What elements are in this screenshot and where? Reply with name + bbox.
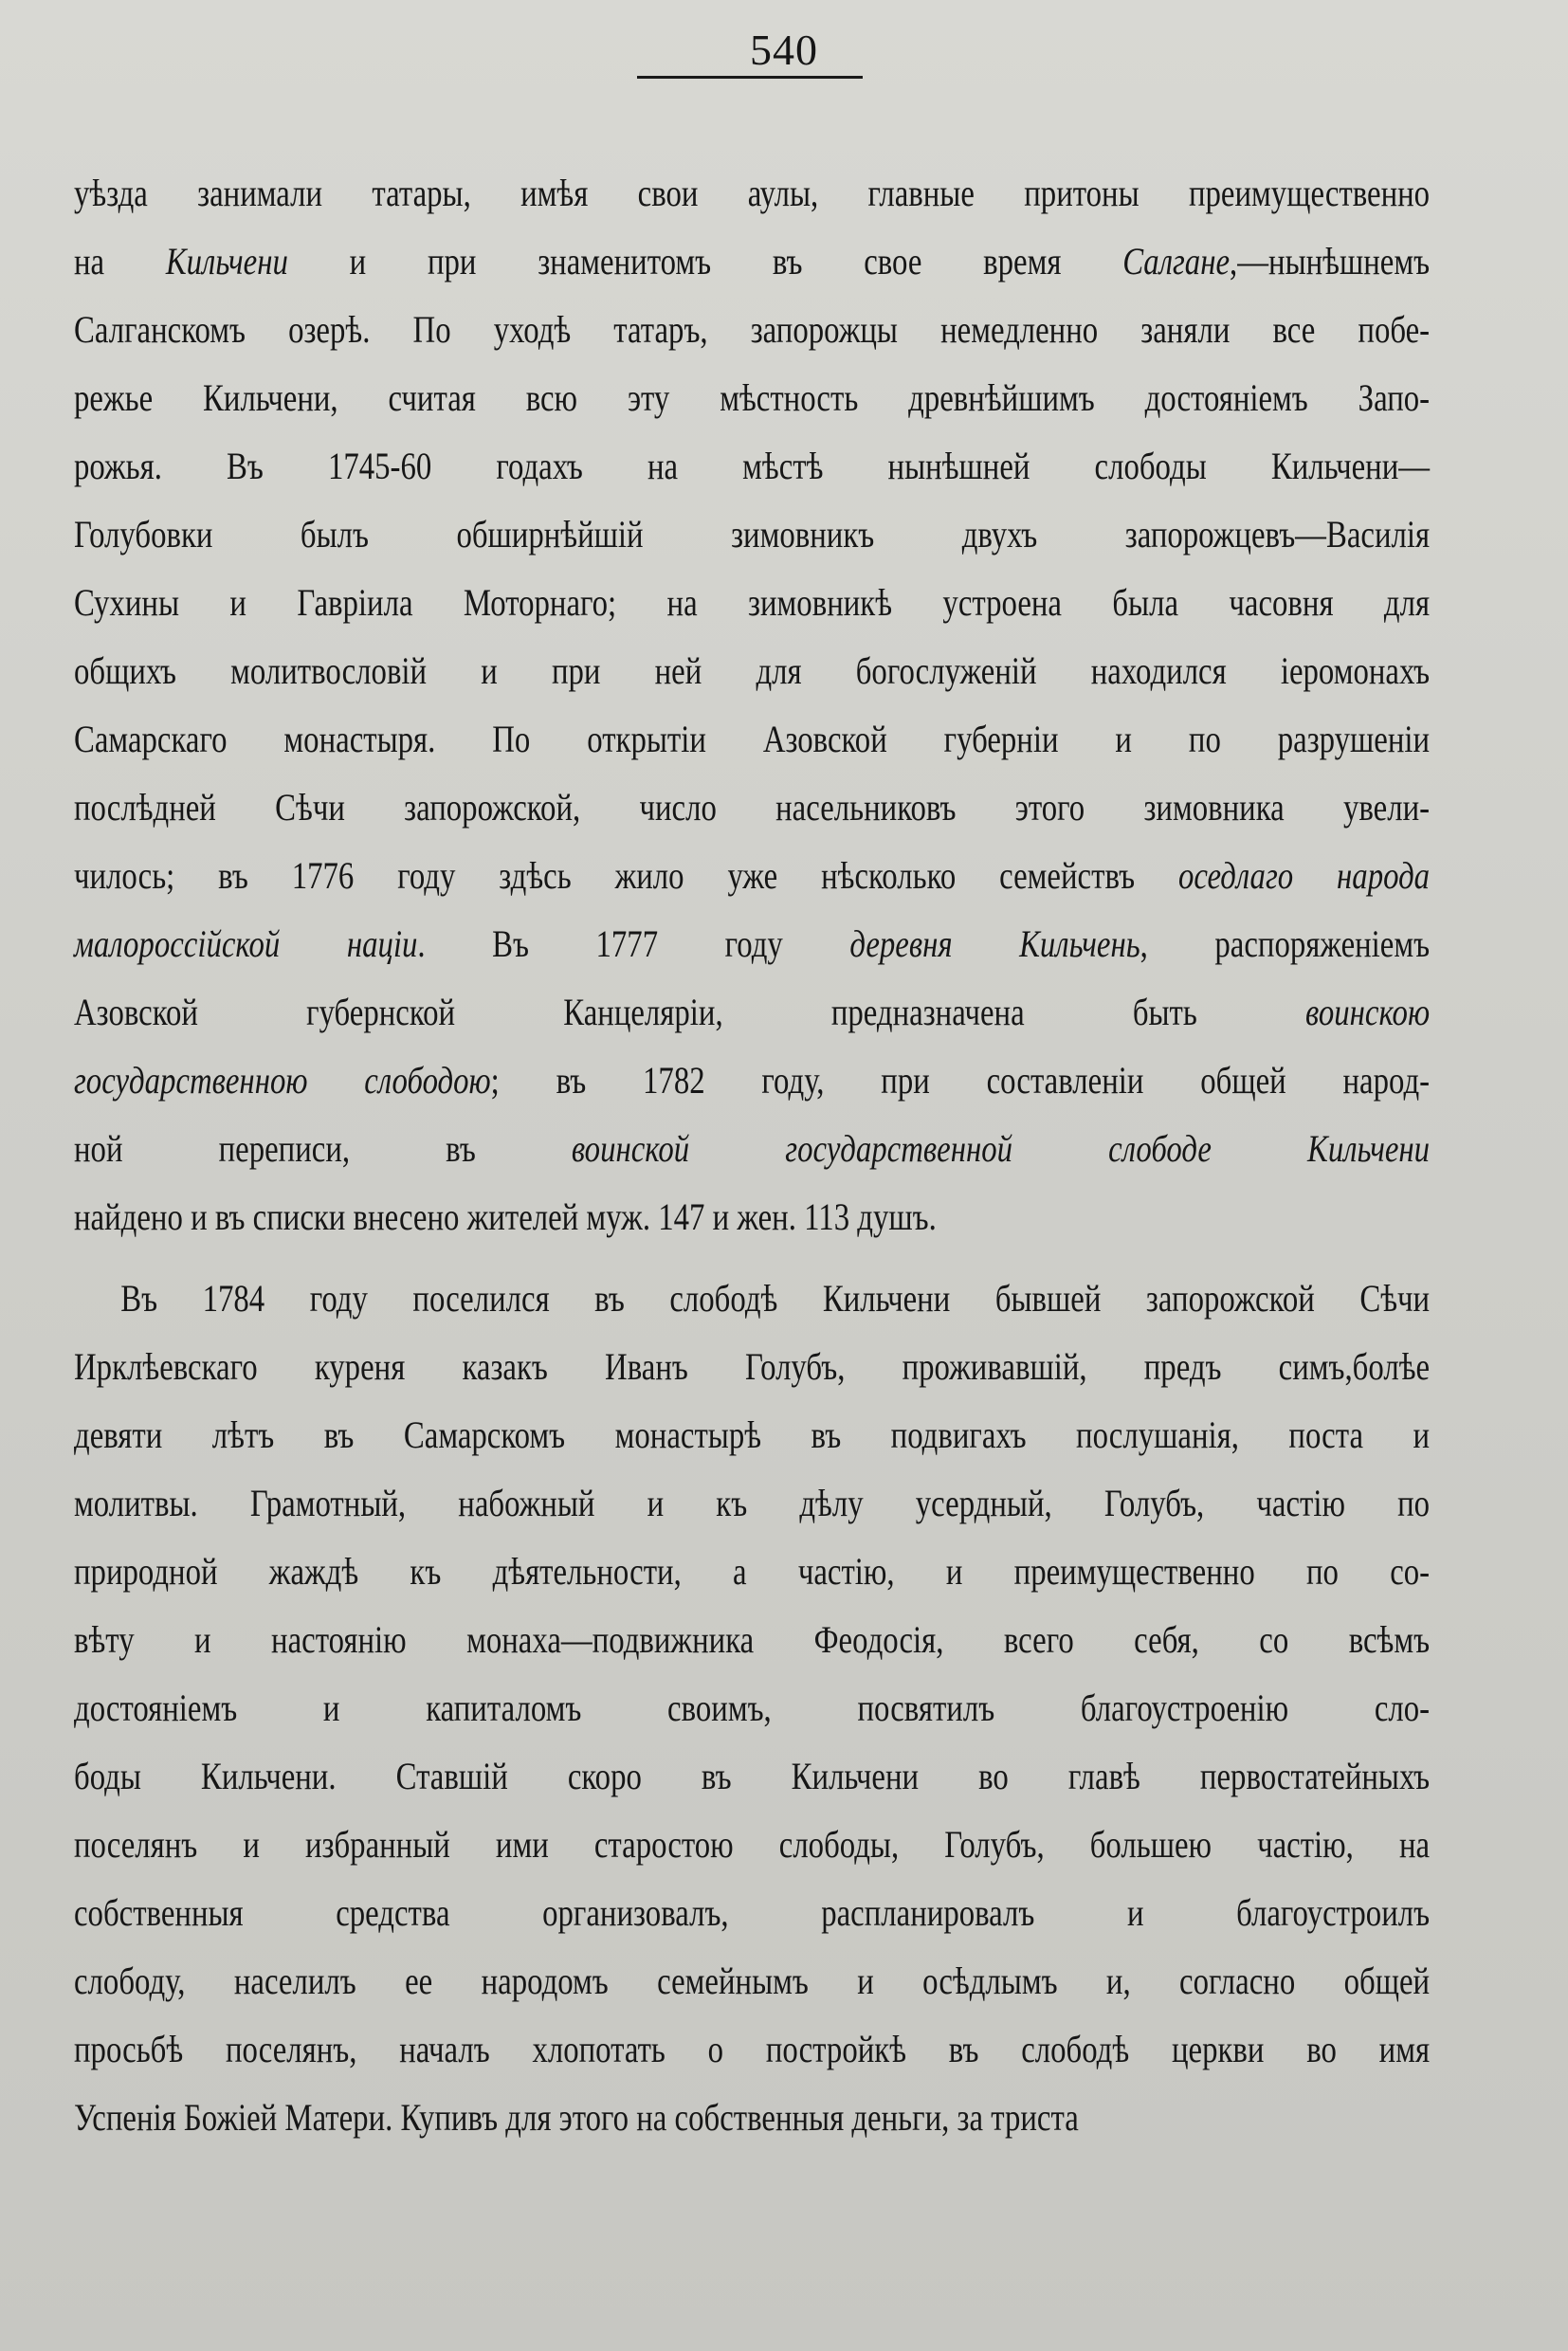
text-line — [74, 2084, 1430, 2152]
text-line — [74, 2015, 1430, 2084]
text-line — [74, 1047, 1430, 1115]
text-segment: уѣзда занимали татары, имѣя свои аулы, главные притоны преимущественно — [74, 172, 1431, 214]
text-line — [74, 705, 1430, 774]
text-line — [74, 978, 1430, 1047]
text-line — [74, 159, 1430, 228]
text-segment: ,—нынѣшнемъ — [1230, 240, 1431, 282]
paragraph-1 — [74, 159, 1430, 1251]
text-segment: достояніемъ и капиталомъ своимъ, посвятилъ благоустроенію сло- — [74, 1686, 1431, 1729]
page-number: 540 — [750, 26, 818, 74]
text-segment: найдено и въ списки внесено жителей муж. 147 и жен. 113 душъ. — [74, 1195, 937, 1238]
italic-text: Кильчени — [165, 240, 288, 282]
text-segment: общихъ молитвословій и при ней для богослуженій находился іеромонахъ — [74, 649, 1431, 692]
italic-text: государственною слободою — [74, 1059, 491, 1102]
italic-text: воинской государственной слободе Кильчени — [571, 1127, 1431, 1170]
text-segment: природной жаждѣ къ дѣятельности, а частію, и преимущественно по со- — [74, 1550, 1431, 1593]
text-segment: девяти лѣтъ въ Самарскомъ монастырѣ въ подвигахъ послушанія, поста и — [74, 1413, 1431, 1456]
text-segment: молитвы. Грамотный, набожный и къ дѣлу усердный, Голубъ, частію по — [74, 1482, 1431, 1524]
text-line — [74, 364, 1430, 432]
text-segment: чилось; въ 1776 году здѣсь жило уже нѣсколько семействъ — [74, 854, 1178, 897]
italic-text: малороссійской націи — [74, 922, 418, 965]
text-segment: Ирклѣевскаго куреня казакъ Иванъ Голубъ, проживавшій, предъ симъ,болѣе — [74, 1345, 1431, 1388]
text-line — [74, 228, 1430, 296]
text-line — [74, 1742, 1430, 1811]
text-segment: на — [74, 240, 166, 282]
text-segment: собственныя средства организовалъ, распланировалъ и благоустроилъ — [74, 1891, 1431, 1934]
text-segment: Сухины и Гавріила Моторнаго; на зимовникѣ устроена была часовня для — [74, 581, 1431, 624]
text-segment: вѣту и настоянію монаха—подвижника Феодосія, всего себя, со всѣмъ — [74, 1618, 1431, 1661]
text-segment: ной переписи, въ — [74, 1127, 572, 1170]
text-segment: боды Кильчени. Ставшій скоро въ Кильчени во главѣ первостатейныхъ — [74, 1755, 1431, 1797]
text-segment: просьбѣ поселянъ, началъ хлопотать о постройкѣ въ слободѣ церкви во имя — [74, 2028, 1431, 2070]
text-line — [74, 1115, 1430, 1183]
text-segment: Голубовки былъ обширнѣйшій зимовникъ двухъ запорожцевъ—Василія — [74, 513, 1431, 556]
text-segment: рожья. Въ 1745-60 годахъ на мѣстѣ нынѣшней слободы Кильчени— — [74, 445, 1431, 487]
italic-text: деревня Кильчень — [849, 922, 1140, 965]
text-line — [74, 569, 1430, 637]
text-line — [74, 1606, 1430, 1674]
italic-text: Салганe — [1122, 240, 1231, 282]
text-segment: и при знаменитомъ въ свое время — [287, 240, 1123, 282]
text-line — [74, 1811, 1430, 1879]
text-line — [74, 842, 1430, 910]
text-segment: Успенія Божіей Матери. Купивъ для этого на собственныя деньги, за триста — [74, 2096, 1079, 2139]
text-line — [74, 1469, 1430, 1538]
text-segment: , распоряженіемъ — [1140, 922, 1431, 965]
paragraph-gap — [74, 1251, 1430, 1265]
page-number-rule — [637, 76, 863, 79]
text-line — [74, 1879, 1430, 1947]
text-segment: поселянъ и избранный ими старостою слободы, Голубъ, большею частію, на — [74, 1823, 1431, 1866]
text-segment: Азовской губернской Канцеляріи, предназначена быть — [74, 991, 1306, 1033]
text-line — [74, 774, 1430, 842]
text-line — [74, 1183, 1430, 1251]
text-line — [74, 1265, 1430, 1333]
paragraph-2 — [74, 1265, 1430, 2152]
text-segment: Самарскаго монастыря. По открытіи Азовской губерніи и по разрушеніи — [74, 718, 1431, 760]
text-line — [74, 910, 1430, 978]
text-line — [74, 501, 1430, 569]
text-line — [74, 1333, 1430, 1401]
text-line — [74, 432, 1430, 501]
text-line — [74, 296, 1430, 364]
text-line — [74, 1674, 1430, 1742]
italic-text: оседлаго народа — [1177, 854, 1431, 897]
text-segment: . Въ 1777 году — [417, 922, 850, 965]
text-segment: слободу, населилъ ее народомъ семейнымъ и осѣдлымъ и, согласно общей — [74, 1959, 1431, 2002]
text-segment: ; въ 1782 году, при составленіи общей народ- — [490, 1059, 1431, 1102]
text-line — [74, 1401, 1430, 1469]
italic-text: воинскою — [1305, 991, 1431, 1033]
text-segment: послѣдней Сѣчи запорожской, число насельниковъ этого зимовника увели- — [74, 786, 1431, 829]
text-segment: Въ 1784 году поселился въ слободѣ Кильчени бывшей запорожской Сѣчи — [120, 1277, 1431, 1320]
text-line — [74, 1947, 1430, 2015]
text-segment: Салганскомъ озерѣ. По уходѣ татаръ, запорожцы немедленно заняли все побе- — [74, 308, 1431, 351]
text-line — [74, 637, 1430, 705]
text-segment: режье Кильчени, считая всю эту мѣстность древнѣйшимъ достояніемъ Запо- — [74, 376, 1431, 419]
text-body — [74, 159, 1430, 2152]
text-line — [74, 1538, 1430, 1606]
